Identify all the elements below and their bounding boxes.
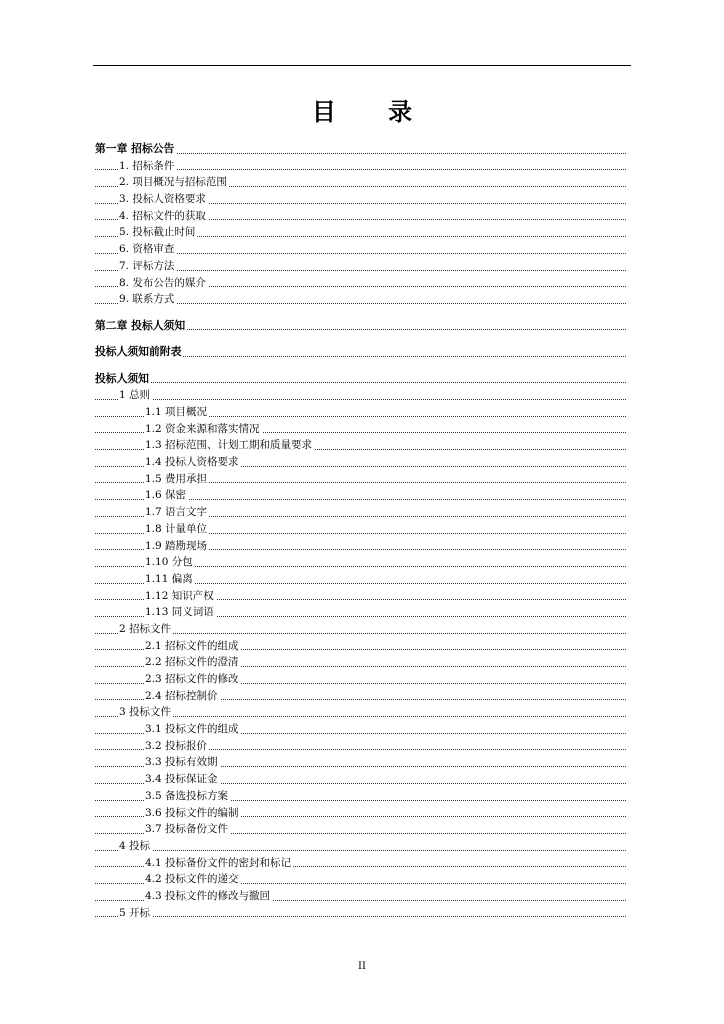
toc-entry[interactable] xyxy=(95,554,626,571)
toc-entry-label: 1.9 踏勘现场 xyxy=(145,539,208,552)
toc-entry[interactable] xyxy=(95,888,626,905)
toc-entry-label: 3.6 投标文件的编制 xyxy=(145,806,239,819)
toc-entry-label: 1.12 知识产权 xyxy=(145,589,214,602)
toc-entry[interactable] xyxy=(95,538,626,555)
toc-entry[interactable] xyxy=(95,344,626,361)
toc-entry[interactable] xyxy=(95,141,626,158)
toc-entry[interactable] xyxy=(95,604,626,621)
toc-entry[interactable] xyxy=(95,821,626,838)
toc-entry[interactable] xyxy=(95,704,626,721)
toc-entry-label: 4.3 投标文件的修改与撤回 xyxy=(145,889,271,902)
toc-entry-label: 7. 评标方法 xyxy=(119,259,175,272)
toc-entry[interactable] xyxy=(95,487,626,504)
page-title: 目 录 xyxy=(311,98,435,126)
toc-entry[interactable] xyxy=(95,471,626,488)
toc-entry-label: 4. 招标文件的获取 xyxy=(119,209,206,222)
toc-entry[interactable] xyxy=(95,905,626,922)
toc-entry-label: 第二章 投标人须知 xyxy=(95,318,186,332)
toc-entry[interactable] xyxy=(95,371,626,388)
toc-entry[interactable] xyxy=(95,387,626,404)
toc-entry[interactable] xyxy=(95,158,626,175)
toc-entry-label: 1.2 资金来源和落实情况 xyxy=(145,422,260,435)
toc-entry-label: 1.1 项目概况 xyxy=(145,406,208,419)
toc-entry-label: 1.8 计量单位 xyxy=(145,522,208,535)
toc-entry[interactable] xyxy=(95,318,626,335)
toc-entry[interactable] xyxy=(95,404,626,421)
toc-entry-label: 4.1 投标备份文件的密封和标记 xyxy=(145,856,292,869)
toc-entry[interactable] xyxy=(95,871,626,888)
toc-entry-label: 1.7 语言文字 xyxy=(145,506,208,519)
page-number: II xyxy=(358,961,366,972)
toc-entry-label: 投标人须知 xyxy=(95,371,149,385)
toc-entry[interactable] xyxy=(95,291,626,308)
toc-entry-label: 第一章 招标公告 xyxy=(95,142,175,155)
toc-entry[interactable] xyxy=(95,504,626,521)
toc-entry-label: 3.5 备选投标方案 xyxy=(145,789,229,802)
toc-entry-label: 3.7 投标备份文件 xyxy=(145,823,229,836)
toc-entry-label: 3 投标文件 xyxy=(119,706,172,719)
toc-entry-label: 4 投标 xyxy=(119,839,151,852)
toc-entry[interactable] xyxy=(95,654,626,671)
toc-entry-label: 8. 发布公告的媒介 xyxy=(119,276,206,289)
toc-entry-label: 1. 招标条件 xyxy=(119,159,175,172)
toc-entry-label: 1.4 投标人资格要求 xyxy=(145,456,239,469)
toc-entry-label: 9. 联系方式 xyxy=(119,293,175,306)
toc-entry[interactable] xyxy=(95,191,626,208)
toc-entry-label: 5 开标 xyxy=(119,906,151,919)
toc-entry[interactable] xyxy=(95,754,626,771)
toc-entry-label: 投标人须知前附表 xyxy=(95,345,182,359)
toc-entry-label: 3. 投标人资格要求 xyxy=(119,193,206,206)
toc-entry-label: 1.3 招标范围、计划工期和质量要求 xyxy=(145,439,313,452)
toc-entry-label: 4.2 投标文件的递交 xyxy=(145,873,239,886)
toc-entry[interactable] xyxy=(95,174,626,191)
toc-entry-label: 1 总则 xyxy=(119,389,151,402)
header-rule xyxy=(93,65,631,66)
toc-entry[interactable] xyxy=(95,788,626,805)
toc-entry[interactable] xyxy=(95,621,626,638)
toc-entry[interactable] xyxy=(95,571,626,588)
toc-entry-label: 3.3 投标有效期 xyxy=(145,756,218,769)
toc-entry-label: 2.3 招标文件的修改 xyxy=(145,673,239,686)
toc-entry[interactable] xyxy=(95,588,626,605)
toc-entry[interactable] xyxy=(95,275,626,292)
toc-entry-label: 2.1 招标文件的组成 xyxy=(145,639,239,652)
toc-entry-label: 1.13 同义词语 xyxy=(145,606,214,619)
toc-entry[interactable] xyxy=(95,805,626,822)
toc-entry[interactable] xyxy=(95,771,626,788)
toc-entry[interactable] xyxy=(95,721,626,738)
toc-entry-label: 3.4 投标保证金 xyxy=(145,773,218,786)
toc-entry[interactable] xyxy=(95,738,626,755)
toc-entry[interactable] xyxy=(95,454,626,471)
toc-entry[interactable] xyxy=(95,421,626,438)
table-of-contents xyxy=(95,141,626,921)
toc-entry-label: 3.2 投标报价 xyxy=(145,739,208,752)
toc-entry[interactable] xyxy=(95,521,626,538)
toc-entry-label: 2 招标文件 xyxy=(119,622,172,635)
toc-entry[interactable] xyxy=(95,208,626,225)
toc-entry-label: 6. 资格审查 xyxy=(119,243,175,256)
toc-entry[interactable] xyxy=(95,688,626,705)
toc-entry[interactable] xyxy=(95,671,626,688)
toc-entry-label: 1.6 保密 xyxy=(145,489,187,502)
toc-entry-label: 2.4 招标控制价 xyxy=(145,689,218,702)
toc-entry-label: 1.10 分包 xyxy=(145,556,193,569)
toc-entry[interactable] xyxy=(95,638,626,655)
toc-entry[interactable] xyxy=(95,437,626,454)
toc-entry[interactable] xyxy=(95,855,626,872)
toc-entry-label: 2. 项目概况与招标范围 xyxy=(119,176,227,189)
toc-entry-label: 1.11 偏离 xyxy=(145,572,193,585)
toc-entry[interactable] xyxy=(95,241,626,258)
toc-entry-label: 2.2 招标文件的澄清 xyxy=(145,656,239,669)
toc-entry-label: 5. 投标截止时间 xyxy=(119,226,196,239)
toc-entry[interactable] xyxy=(95,838,626,855)
toc-entry[interactable] xyxy=(95,258,626,275)
toc-entry[interactable] xyxy=(95,224,626,241)
toc-entry-label: 3.1 投标文件的组成 xyxy=(145,723,239,736)
toc-entry-label: 1.5 费用承担 xyxy=(145,472,208,485)
